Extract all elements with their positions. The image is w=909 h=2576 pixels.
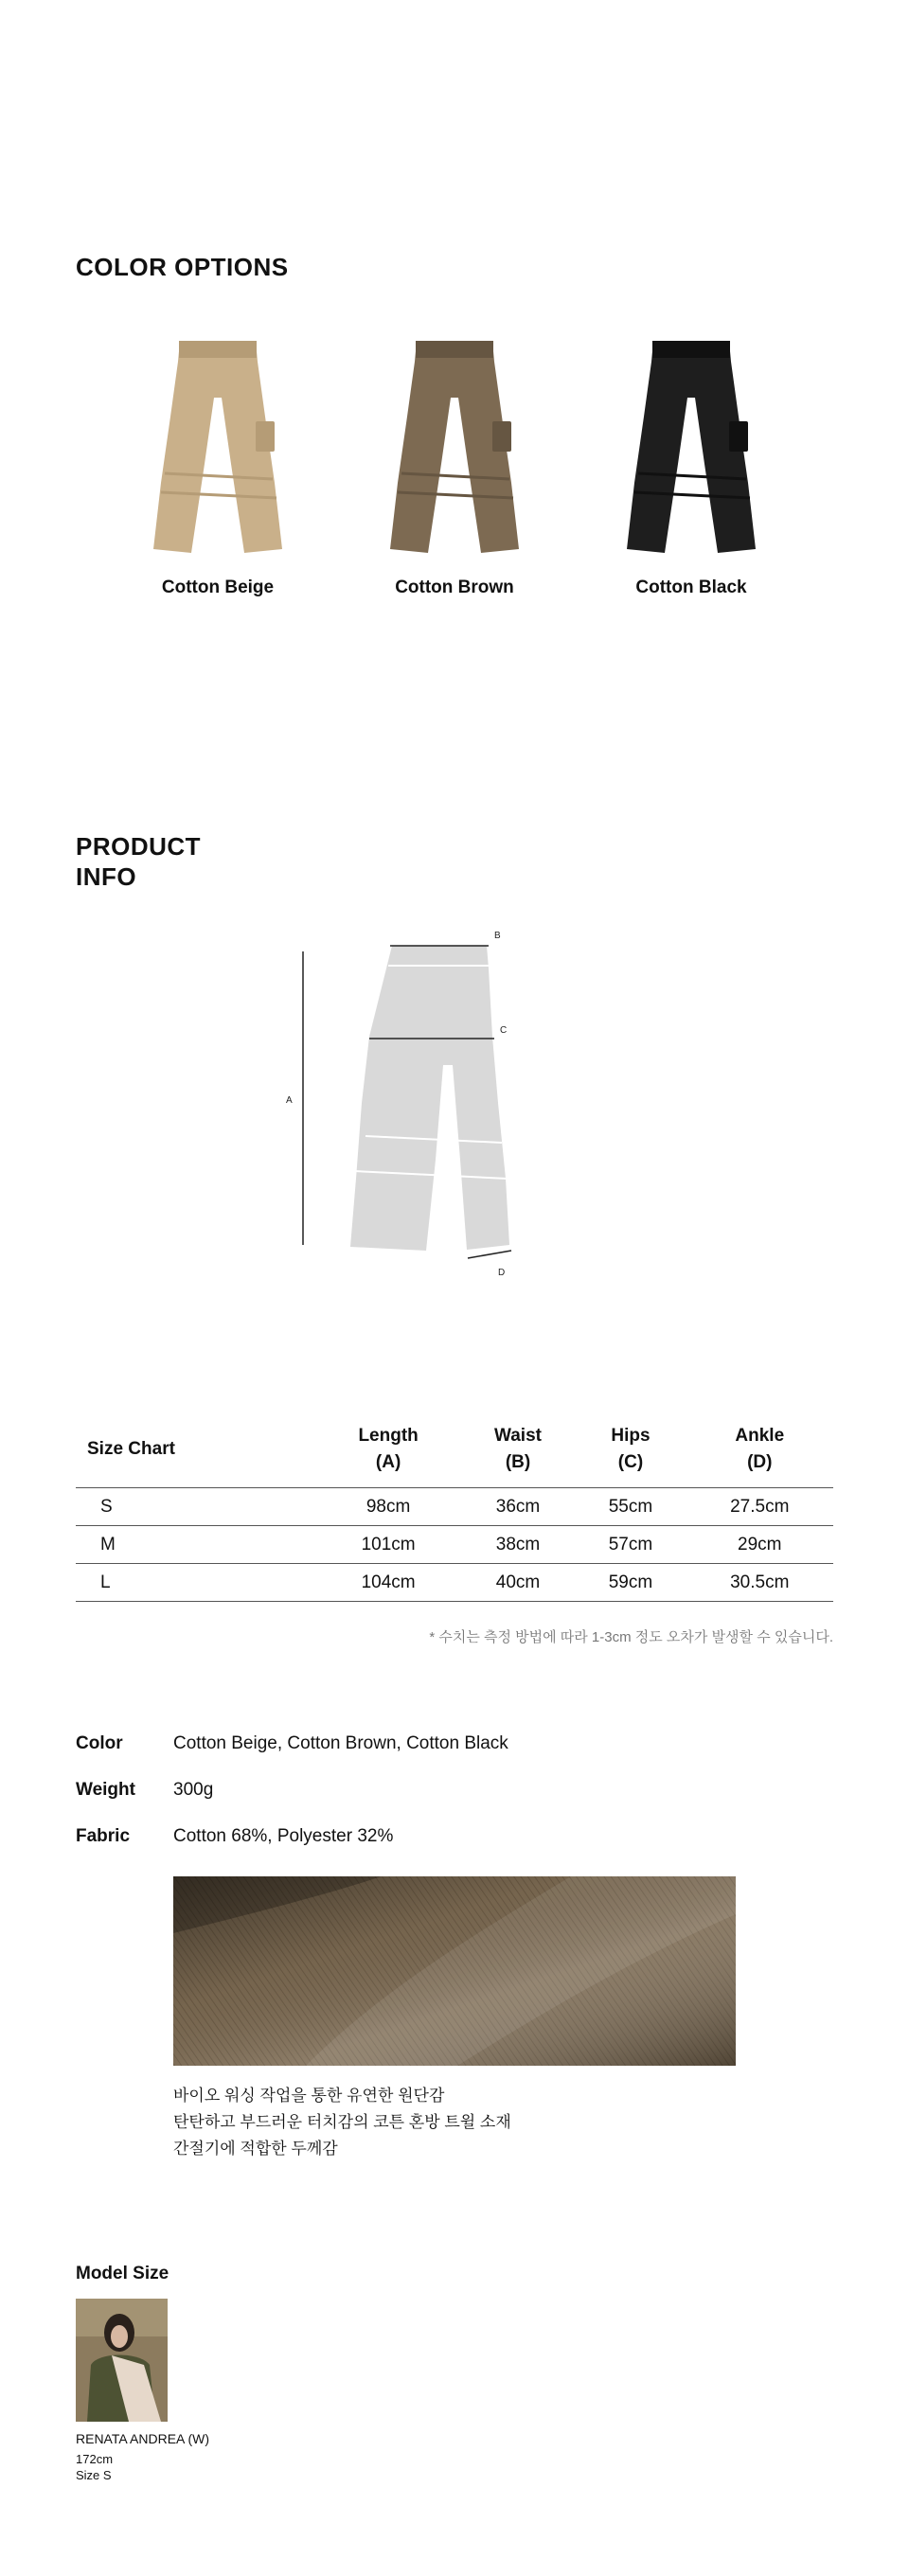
length-cell: 98cm	[316, 1488, 461, 1526]
fabric-description-line: 간절기에 적합한 두께감	[173, 2140, 338, 2158]
fabric-description-line: 바이오 워싱 작업을 통한 유연한 원단감	[173, 2087, 445, 2105]
pants-brown-image	[360, 341, 549, 554]
size-cell: L	[76, 1564, 316, 1602]
model-size-heading: Model Size	[76, 2264, 169, 2283]
hips-cell: 59cm	[575, 1564, 686, 1602]
size-chart-header: Size Chart	[87, 1439, 175, 1459]
waist-cell: 36cm	[461, 1488, 576, 1526]
color-swatch-beige[interactable]	[123, 341, 312, 598]
table-row	[76, 1488, 833, 1526]
model-height: 172cm	[76, 2452, 114, 2466]
table-row	[76, 1526, 833, 1564]
ankle-cell: 30.5cm	[686, 1564, 833, 1602]
model-name: RENATA ANDREA (W)	[76, 2431, 210, 2446]
waist-header: Waist (B)	[494, 1426, 542, 1472]
swatch-label-brown: Cotton Brown	[395, 577, 514, 597]
spec-fabric-value: Cotton 68%, Polyester 32%	[173, 1826, 394, 1846]
product-info-heading	[76, 831, 201, 892]
color-swatch-brown[interactable]	[360, 341, 549, 598]
measure-label-a: A	[286, 1095, 293, 1106]
product-info-heading-line1: PRODUCT	[76, 832, 202, 861]
swatch-label-beige: Cotton Beige	[161, 577, 275, 597]
size-cell: M	[76, 1526, 316, 1564]
size-cell: S	[76, 1488, 316, 1526]
size-chart-header-row	[76, 1415, 833, 1488]
table-row	[76, 1564, 833, 1602]
hips-cell: 55cm	[575, 1488, 686, 1526]
measurement-diagram	[275, 923, 587, 1321]
waist-cell: 40cm	[461, 1564, 576, 1602]
waist-cell: 38cm	[461, 1526, 576, 1564]
swatch-label-black: Cotton Black	[635, 577, 747, 597]
size-chart-table	[76, 1415, 833, 1602]
model-photo	[76, 2299, 168, 2422]
measure-label-d: D	[498, 1268, 506, 1278]
hips-header: Hips (C)	[611, 1426, 651, 1472]
color-options-heading: COLOR OPTIONS	[76, 253, 289, 281]
model-size-value: Size S	[76, 2468, 112, 2482]
ankle-header: Ankle (D)	[735, 1426, 785, 1472]
product-info-heading-line2: INFO	[76, 862, 137, 891]
spec-color-key: Color	[76, 1733, 123, 1753]
measure-label-b: B	[494, 931, 501, 941]
length-header: Length (A)	[358, 1426, 419, 1472]
measure-line-d	[468, 1251, 511, 1258]
length-cell: 101cm	[316, 1526, 461, 1564]
fabric-description-line: 탄탄하고 부드러운 터치감의 코튼 혼방 트윌 소재	[173, 2113, 511, 2131]
measurement-note: * 수치는 측정 방법에 따라 1-3cm 정도 오차가 발생할 수 있습니다.	[429, 1629, 833, 1645]
color-swatch-black[interactable]	[597, 341, 786, 598]
length-cell: 104cm	[316, 1564, 461, 1602]
spec-fabric-key: Fabric	[76, 1826, 131, 1846]
ankle-cell: 29cm	[686, 1526, 833, 1564]
pants-beige-image	[123, 341, 312, 554]
pants-black-image	[597, 341, 786, 554]
fabric-texture-image	[173, 1876, 736, 2066]
hips-cell: 57cm	[575, 1526, 686, 1564]
fabric-description	[173, 2083, 511, 2162]
spec-color-value: Cotton Beige, Cotton Brown, Cotton Black	[173, 1733, 508, 1753]
spec-weight-value: 300g	[173, 1780, 214, 1800]
measure-label-c: C	[500, 1025, 508, 1036]
spec-weight-key: Weight	[76, 1780, 135, 1800]
pants-outline-diagram	[350, 946, 509, 1251]
ankle-cell: 27.5cm	[686, 1488, 833, 1526]
